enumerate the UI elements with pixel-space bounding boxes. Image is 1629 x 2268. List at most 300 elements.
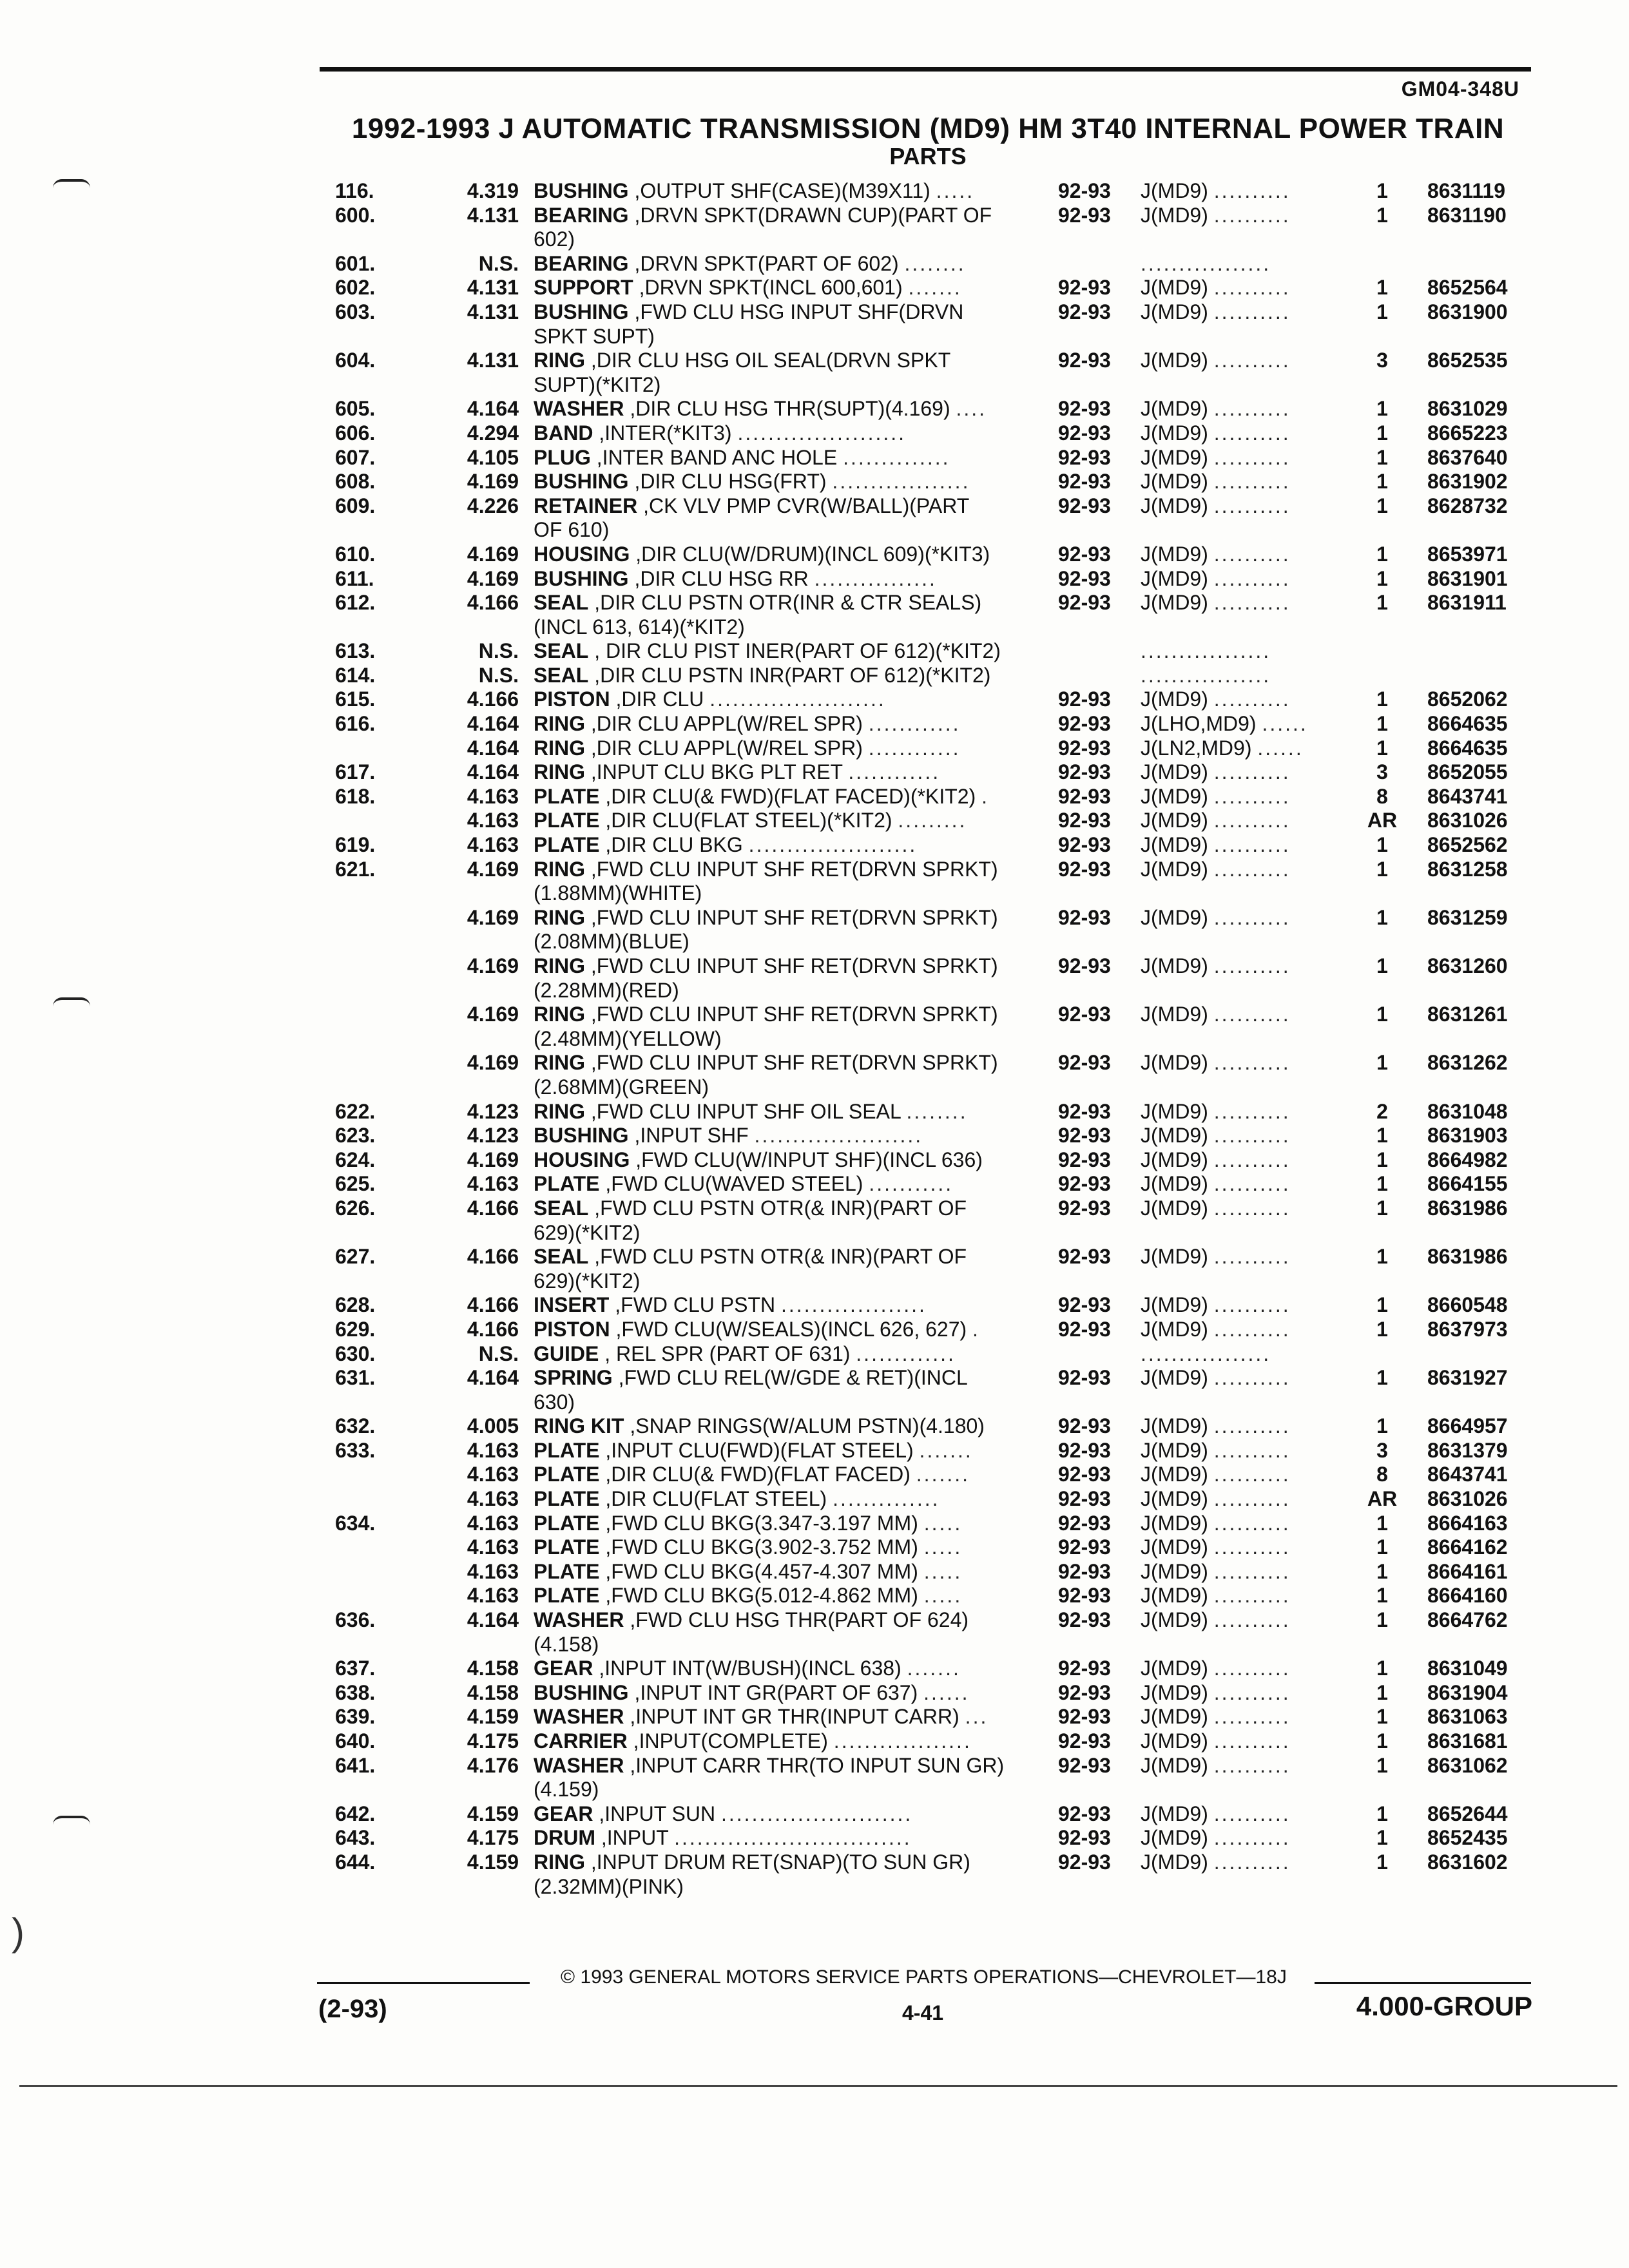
- leader-dots: ..........: [1213, 397, 1291, 421]
- table-row: [0, 591, 1629, 615]
- series-code: [1141, 1366, 1347, 1390]
- part-description: [534, 1390, 1043, 1415]
- part-number: 8631063: [1427, 1705, 1508, 1729]
- series-code: [1141, 1318, 1347, 1342]
- ref-number: 618.: [335, 784, 376, 808]
- table-row: [0, 373, 1629, 398]
- part-detail: ,INPUT CLU(FWD)(FLAT STEEL): [605, 1438, 914, 1462]
- part-description: [534, 1148, 1043, 1173]
- part-name: RING: [534, 905, 585, 929]
- part-description: [534, 1075, 1043, 1100]
- series-code: [1141, 1414, 1347, 1439]
- model-years: 92-93: [1058, 1245, 1111, 1269]
- part-number: 8631119: [1427, 179, 1506, 202]
- leader-dots: ....: [956, 397, 987, 421]
- figure-number: 4.163: [467, 1511, 519, 1535]
- quantity: 1: [1376, 1148, 1388, 1171]
- quantity: 1: [1376, 736, 1388, 760]
- leader-dots: ..........: [1213, 276, 1291, 300]
- ref-number: 612.: [335, 591, 376, 615]
- part-detail: ,DIR CLU(FLAT STEEL)(*KIT2): [605, 809, 892, 832]
- part-description: [534, 567, 1043, 591]
- series-code: [1141, 954, 1347, 979]
- part-detail: ,OUTPUT SHF(CASE)(M39X11): [634, 179, 930, 202]
- table-row: [0, 1366, 1629, 1390]
- table-row: [0, 1608, 1629, 1633]
- leader-dots: ..........: [1213, 1172, 1291, 1196]
- leader-dots: ..........: [1213, 1124, 1291, 1148]
- series-code: [1141, 1754, 1347, 1778]
- leader-dots: ..........: [1213, 1366, 1291, 1390]
- part-description: [534, 1608, 1043, 1633]
- part-description: [534, 1172, 1043, 1196]
- ref-number: 615.: [335, 687, 376, 711]
- series-value: J(MD9): [1141, 905, 1208, 929]
- series-code: [1141, 1535, 1347, 1560]
- figure-number: 4.163: [467, 1172, 519, 1196]
- model-years: 92-93: [1058, 1124, 1111, 1148]
- series-value: J(MD9): [1141, 300, 1208, 323]
- quantity: 1: [1376, 1826, 1388, 1850]
- table-row: [0, 1535, 1629, 1560]
- quantity: 1: [1376, 203, 1388, 227]
- part-name: BUSHING: [534, 179, 629, 202]
- series-code: [1141, 1148, 1347, 1173]
- part-detail: ,FWD CLU BKG(5.012-4.862 MM): [605, 1584, 918, 1608]
- part-detail: ,INPUT INT GR THR(INPUT CARR): [630, 1705, 959, 1729]
- leader-dots: ..........: [1213, 1802, 1291, 1825]
- part-description: [534, 1729, 1043, 1754]
- figure-number: 4.319: [467, 179, 519, 202]
- quantity: 1: [1376, 905, 1388, 929]
- part-number: 8652055: [1427, 760, 1508, 784]
- model-years: 92-93: [1058, 566, 1111, 590]
- figure-number: 4.294: [467, 421, 519, 445]
- leader-dots: ..........: [1213, 203, 1291, 227]
- quantity: 1: [1376, 712, 1388, 736]
- part-detail: ,DIR CLU HSG THR(SUPT)(4.169): [630, 397, 950, 421]
- scan-mark-icon: [53, 1816, 90, 1825]
- quantity: 1: [1376, 1511, 1388, 1535]
- table-row: [0, 1003, 1629, 1027]
- quantity: 1: [1376, 1608, 1388, 1632]
- part-detail: ,FWD CLU INPUT SHF RET(DRVN SPRKT): [590, 905, 998, 929]
- part-name: RING: [534, 760, 585, 784]
- footer-rule-right: [1315, 1982, 1531, 1984]
- part-detail: ,DIR CLU HSG RR: [634, 566, 809, 590]
- part-detail: ,DIR CLU APPL(W/REL SPR): [590, 712, 863, 736]
- table-row: [0, 1681, 1629, 1706]
- part-description: [534, 227, 1043, 252]
- table-row: [0, 979, 1629, 1003]
- leader-dots: ..........: [1213, 1148, 1291, 1171]
- series-value: J(MD9): [1141, 1293, 1208, 1317]
- page-title-line2: PARTS: [889, 143, 967, 169]
- leader-dots: .................: [1141, 639, 1271, 663]
- model-years: 92-93: [1058, 1172, 1111, 1196]
- part-detail: ,FWD CLU(W/SEALS)(INCL 626, 627): [615, 1317, 967, 1341]
- leader-dots: ..................: [832, 470, 970, 494]
- part-number: 8665223: [1427, 421, 1508, 445]
- ref-number: 613.: [335, 639, 376, 663]
- part-detail: ,DIR CLU PSTN INR(PART OF 612)(*KIT2): [594, 663, 991, 687]
- model-years: 92-93: [1058, 421, 1111, 445]
- part-description: [534, 736, 1043, 761]
- series-value: J(MD9): [1141, 1705, 1208, 1729]
- leader-dots: ..........: [1213, 784, 1291, 808]
- part-number: 8631026: [1427, 809, 1508, 832]
- part-detail: (2.32MM)(PINK): [534, 1874, 684, 1898]
- model-years: 92-93: [1058, 760, 1111, 784]
- part-detail: ,FWD CLU BKG(3.347-3.197 MM): [605, 1511, 918, 1535]
- leader-dots: ..........: [1213, 1826, 1291, 1850]
- series-code: [1141, 300, 1347, 325]
- model-years: 92-93: [1058, 1850, 1111, 1874]
- part-description: [534, 639, 1043, 664]
- ref-number: 644.: [335, 1850, 376, 1874]
- figure-number: 4.226: [467, 494, 519, 517]
- part-name: PLATE: [534, 1535, 600, 1559]
- part-name: WASHER: [534, 1705, 624, 1729]
- part-number: 8664982: [1427, 1148, 1508, 1171]
- part-number: 8664635: [1427, 712, 1508, 736]
- leader-dots: .......: [908, 276, 962, 300]
- figure-number: 4.158: [467, 1657, 519, 1680]
- figure-number: 4.169: [467, 1148, 519, 1171]
- part-number: 8631900: [1427, 300, 1508, 323]
- part-detail: (4.159): [534, 1778, 599, 1802]
- table-row: [0, 1439, 1629, 1463]
- part-detail: ,FWD CLU INPUT SHF RET(DRVN SPRKT): [590, 954, 998, 977]
- table-row: [0, 1487, 1629, 1512]
- leader-dots: ..........: [1213, 566, 1291, 590]
- leader-dots: ................: [814, 566, 937, 590]
- model-years: 92-93: [1058, 1099, 1111, 1123]
- part-name: PLATE: [534, 809, 600, 832]
- part-description: [534, 204, 1043, 228]
- ref-number: 636.: [335, 1608, 376, 1632]
- ref-number: 609.: [335, 494, 376, 517]
- leader-dots: .......................: [709, 687, 886, 711]
- ref-number: 605.: [335, 397, 376, 421]
- ref-number: 632.: [335, 1414, 376, 1438]
- bottom-rule: [19, 2085, 1617, 2087]
- part-detail: SPKT SUPT): [534, 324, 655, 348]
- part-number: 8631986: [1427, 1196, 1508, 1220]
- figure-number: 4.163: [467, 784, 519, 808]
- part-description: [534, 954, 1043, 979]
- series-value: J(MD9): [1141, 1535, 1208, 1559]
- figure-number: 4.176: [467, 1753, 519, 1777]
- figure-number: 4.163: [467, 1535, 519, 1559]
- figure-number: 4.166: [467, 591, 519, 615]
- series-value: J(MD9): [1141, 1051, 1208, 1075]
- series-code: [1141, 591, 1347, 615]
- part-number: 8652435: [1427, 1826, 1508, 1850]
- part-description: [534, 1584, 1043, 1608]
- series-code: [1141, 276, 1347, 300]
- series-value: J(MD9): [1141, 179, 1208, 202]
- part-name: PLATE: [534, 1463, 600, 1486]
- quantity: 1: [1376, 1366, 1388, 1390]
- leader-dots: ..........: [1213, 954, 1291, 977]
- figure-number: 4.169: [467, 1051, 519, 1075]
- ref-number: 634.: [335, 1511, 376, 1535]
- part-detail: ,INPUT SHF: [634, 1124, 749, 1148]
- model-years: 92-93: [1058, 954, 1111, 977]
- table-row: [0, 1826, 1629, 1850]
- part-name: PISTON: [534, 1317, 610, 1341]
- ref-number: 643.: [335, 1826, 376, 1850]
- leader-dots: ...................: [781, 1293, 927, 1317]
- part-description: [534, 349, 1043, 373]
- model-years: 92-93: [1058, 1051, 1111, 1075]
- part-detail: (2.28MM)(RED): [534, 978, 679, 1002]
- quantity: 1: [1376, 542, 1388, 566]
- table-row: [0, 1390, 1629, 1415]
- series-code: [1141, 736, 1347, 761]
- table-row: [0, 276, 1629, 300]
- model-years: 92-93: [1058, 300, 1111, 323]
- leader-dots: ..........: [1213, 1003, 1291, 1026]
- part-number: 8631190: [1427, 203, 1507, 227]
- part-name: GEAR: [534, 1657, 593, 1680]
- quantity: 8: [1376, 784, 1388, 808]
- series-code: [1141, 1245, 1347, 1269]
- table-row: [0, 1512, 1629, 1536]
- leader-dots: ..........: [1213, 542, 1291, 566]
- series-value: J(MD9): [1141, 954, 1208, 977]
- part-name: RING: [534, 712, 585, 736]
- leader-dots: ..........: [1213, 1584, 1291, 1608]
- ref-number: 624.: [335, 1148, 376, 1171]
- series-value: J(MD9): [1141, 1511, 1208, 1535]
- series-code: [1141, 639, 1347, 664]
- part-description: [534, 470, 1043, 494]
- figure-number: 4.163: [467, 809, 519, 832]
- model-years: 92-93: [1058, 857, 1111, 881]
- series-value: J(MD9): [1141, 687, 1208, 711]
- leader-dots: ..........: [1213, 1051, 1291, 1075]
- figure-number: 4.175: [467, 1826, 519, 1850]
- model-years: 92-93: [1058, 833, 1111, 857]
- table-row: [0, 349, 1629, 373]
- series-value: J(MD9): [1141, 1753, 1208, 1777]
- part-number: 8653971: [1427, 542, 1508, 566]
- part-description: [534, 858, 1043, 882]
- table-row: [0, 1148, 1629, 1173]
- document-id: GM04-348U: [1401, 77, 1519, 101]
- series-code: [1141, 470, 1347, 494]
- part-name: BUSHING: [534, 1680, 629, 1704]
- quantity: 1: [1376, 276, 1388, 300]
- series-code: [1141, 204, 1347, 228]
- ref-number: 610.: [335, 542, 376, 566]
- quantity: 1: [1376, 954, 1388, 977]
- quantity: 1: [1376, 1414, 1388, 1438]
- leader-dots: ..............: [843, 445, 950, 469]
- part-detail: ,INPUT INT(W/BUSH)(INCL 638): [599, 1657, 901, 1680]
- part-number: 8631911: [1427, 591, 1507, 615]
- series-code: [1141, 397, 1347, 421]
- part-detail: ,FWD CLU PSTN OTR(& INR)(PART OF: [594, 1245, 967, 1269]
- leader-dots: ...............................: [674, 1826, 912, 1850]
- part-detail: ,SNAP RINGS(W/ALUM PSTN)(4.180): [630, 1414, 985, 1438]
- table-row: [0, 543, 1629, 567]
- figure-number: 4.169: [467, 470, 519, 494]
- leader-dots: ..........: [1213, 1196, 1291, 1220]
- figure-number: 4.166: [467, 687, 519, 711]
- model-years: 92-93: [1058, 687, 1111, 711]
- table-row: [0, 567, 1629, 591]
- table-row: [0, 930, 1629, 954]
- series-value: J(MD9): [1141, 1729, 1208, 1753]
- figure-number: 4.166: [467, 1317, 519, 1341]
- part-detail: ,INTER BAND ANC HOLE: [596, 445, 838, 469]
- part-detail: ,DRVN SPKT(DRAWN CUP)(PART OF: [634, 203, 992, 227]
- series-value: J(MD9): [1141, 760, 1208, 784]
- model-years: 92-93: [1058, 1729, 1111, 1753]
- model-years: 92-93: [1058, 1535, 1111, 1559]
- series-value: J(MD9): [1141, 1802, 1208, 1825]
- table-row: [0, 1245, 1629, 1269]
- part-description: [534, 1560, 1043, 1584]
- part-description: [534, 446, 1043, 470]
- figure-number: 4.159: [467, 1802, 519, 1825]
- part-number: 8643741: [1427, 1463, 1508, 1486]
- part-description: [534, 1439, 1043, 1463]
- quantity: 1: [1376, 1003, 1388, 1026]
- part-detail: ,DIR CLU(& FWD)(FLAT FACED)(*KIT2): [605, 784, 976, 808]
- series-code: [1141, 1681, 1347, 1706]
- leader-dots: ..........: [1213, 349, 1291, 372]
- series-value: J(MD9): [1141, 566, 1208, 590]
- leader-dots: .........: [898, 809, 967, 832]
- part-description: [534, 1826, 1043, 1850]
- quantity: 1: [1376, 1729, 1388, 1753]
- figure-number: 4.169: [467, 954, 519, 977]
- table-row: [0, 833, 1629, 858]
- series-value: J(MD9): [1141, 1826, 1208, 1850]
- model-years: 92-93: [1058, 1414, 1111, 1438]
- leader-dots: .............: [856, 1341, 956, 1365]
- part-description: [534, 1245, 1043, 1269]
- part-description: [534, 1875, 1043, 1899]
- quantity: 3: [1376, 760, 1388, 784]
- part-description: [534, 1027, 1043, 1052]
- series-code: [1141, 494, 1347, 519]
- table-row: [0, 1778, 1629, 1802]
- part-description: [534, 1657, 1043, 1681]
- leader-dots: ......................: [748, 833, 918, 857]
- series-value: J(MD9): [1141, 203, 1208, 227]
- model-years: 92-93: [1058, 1657, 1111, 1680]
- part-detail: ,FWD CLU REL(W/GDE & RET)(INCL: [618, 1366, 968, 1390]
- leader-dots: ............: [868, 736, 961, 760]
- ref-number: 627.: [335, 1245, 376, 1269]
- part-number: 8631602: [1427, 1850, 1508, 1874]
- part-description: [534, 1318, 1043, 1342]
- ref-number: 611.: [335, 566, 374, 590]
- part-name: BAND: [534, 421, 593, 445]
- ref-number: 639.: [335, 1705, 376, 1729]
- table-row: [0, 954, 1629, 979]
- leader-dots: ..........: [1213, 470, 1291, 494]
- leader-dots: ...........: [869, 1172, 954, 1196]
- series-value: J(MD9): [1141, 1317, 1208, 1341]
- series-code: [1141, 1802, 1347, 1827]
- figure-number: 4.163: [467, 1487, 519, 1511]
- parts-table: [0, 179, 1629, 1899]
- part-detail: ,DIR CLU HSG(FRT): [634, 470, 827, 494]
- part-detail: ,DIR CLU: [615, 687, 704, 711]
- leader-dots: ..................: [833, 1729, 972, 1753]
- part-detail: ,DRVN SPKT(INCL 600,601): [639, 276, 903, 300]
- ref-number: 604.: [335, 349, 376, 372]
- part-description: [534, 373, 1043, 398]
- ref-number: 630.: [335, 1341, 376, 1365]
- series-code: [1141, 760, 1347, 785]
- part-detail: ,INPUT CLU BKG PLT RET: [590, 760, 843, 784]
- part-detail: (1.88MM)(WHITE): [534, 881, 702, 905]
- ref-number: 637.: [335, 1657, 376, 1680]
- series-value: J(MD9): [1141, 1148, 1208, 1171]
- part-number: 8631986: [1427, 1245, 1508, 1269]
- part-description: [534, 1778, 1043, 1802]
- part-detail: ,INPUT CARR THR(TO INPUT SUN GR): [630, 1753, 1005, 1777]
- part-name: RING: [534, 1051, 585, 1075]
- quantity: 1: [1376, 1680, 1388, 1704]
- part-name: CARRIER: [534, 1729, 628, 1753]
- part-name: PLATE: [534, 1487, 600, 1511]
- part-name: SEAL: [534, 1196, 589, 1220]
- leader-dots: ..........: [1213, 809, 1291, 832]
- model-years: 92-93: [1058, 494, 1111, 517]
- part-detail: 629)(*KIT2): [534, 1220, 641, 1244]
- table-row: [0, 325, 1629, 349]
- leader-dots: ..........: [1213, 1753, 1291, 1777]
- leader-dots: .................: [1141, 1341, 1271, 1365]
- model-years: 92-93: [1058, 736, 1111, 760]
- series-value: J(MD9): [1141, 1584, 1208, 1608]
- model-years: 92-93: [1058, 712, 1111, 736]
- part-description: [534, 906, 1043, 930]
- series-value: J(MD9): [1141, 1438, 1208, 1462]
- quantity: 1: [1376, 445, 1388, 469]
- table-row: [0, 664, 1629, 688]
- part-detail: , REL SPR (PART OF 631): [604, 1341, 851, 1365]
- figure-number: 4.169: [467, 542, 519, 566]
- table-row: [0, 227, 1629, 252]
- quantity: 3: [1376, 349, 1388, 372]
- part-name: HOUSING: [534, 542, 630, 566]
- quantity: 1: [1376, 833, 1388, 857]
- part-description: [534, 760, 1043, 785]
- part-detail: ,FWD CLU PSTN OTR(& INR)(PART OF: [594, 1196, 967, 1220]
- leader-dots: ......................: [754, 1124, 923, 1148]
- model-years: 92-93: [1058, 1463, 1111, 1486]
- ref-number: 629.: [335, 1317, 376, 1341]
- table-row: [0, 1729, 1629, 1754]
- ref-number: 600.: [335, 203, 376, 227]
- quantity: 1: [1376, 470, 1388, 494]
- table-row: [0, 1196, 1629, 1221]
- part-description: [534, 930, 1043, 954]
- scan-mark-icon: [53, 179, 90, 188]
- part-number: 8631903: [1427, 1124, 1508, 1148]
- table-row: [0, 809, 1629, 833]
- table-row: [0, 1633, 1629, 1657]
